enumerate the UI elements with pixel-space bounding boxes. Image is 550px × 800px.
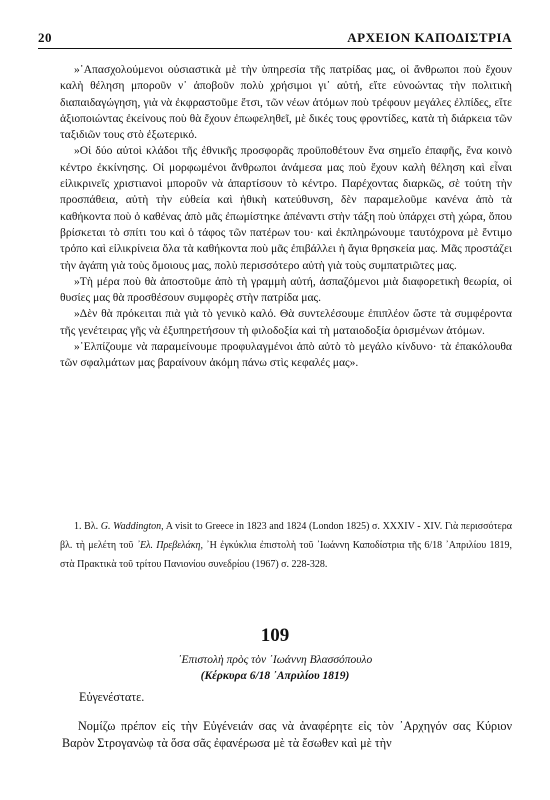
paragraph: »᾿Απασχολούμενοι οὐσιαστικὰ μὲ τὴν ὑπηρεσία τῆς πατρίδας μας, οἱ ἄνθρωποι ποὺ ἔχουν καλὴ θέληση μποροῦν ν᾿ ἀποβοῦν πολὺ χρήσιμοι γι᾿ αὐτή, εἴτε εὐνοώντας τὴν πολιτικὴ διαπαιδαγώγηση, γιὰ νὰ ἐκφραστοῦμε ἔτσι, τῶν νέων ἀτόμων ποὺ τρέφουν μεγάλες ἐλπίδες, εἴτε ἀξιοποιώντας ἐκείνους ποὺ θὰ ἔχουν ἐπωφεληθεῖ, μὲ δικές τους φροντίδες, κατὰ τὴ διάρκεια τῶν ταξιδιῶν τους στὸ ἐξωτερικό. xyxy=(60,63,512,142)
running-title: ΑΡΧΕΙΟΝ ΚΑΠΟΔΙΣΤΡΙΑ xyxy=(347,30,512,45)
salutation: Εὐγενέστατε. xyxy=(79,690,145,704)
paragraph: »Δὲν θὰ πρόκειται πιὰ γιὰ τὸ γενικὸ καλό. Θὰ συντελέσουμε ἐπιπλέον ὥστε τὰ συμφέροντα τῆς γενέτειρας γῆς νὰ ἐξυπηρετήσουν τὴ φιλοδοξία καὶ τὴ ματαιοδοξία ὁρισμένων ἀτόμων. xyxy=(60,307,512,337)
main-text xyxy=(60,62,512,372)
letter-opening: Νομίζω πρέπον εἰς τὴν Εὐγένειάν σας νὰ ἀναφέρητε εἰς τὸν ᾿Αρχηγόν σας Κύριον Βαρὸν Στρογανὼφ τὰ ὅσα σᾶς ἐφανέρωσα μὲ τὰ ἔσωθεν καὶ μὲ τὴν xyxy=(62,719,512,750)
document-number: 109 xyxy=(260,625,290,646)
footnote-author: G. Waddington, xyxy=(100,521,164,532)
page-number: 20 xyxy=(38,30,52,45)
paragraph: »Οἱ δύο αὐτοὶ κλάδοι τῆς ἐθνικῆς προσφορᾶς προϋποθέτουν ἕνα σημεῖο ἐπαφῆς, ἕνα κοινὸ κέντρο ἐκκίνησης. Οἱ μορφωμένοι ἄνθρωποι ἀνάμεσα μας ποὺ ἔχουν καλὴ θέληση καὶ εἶναι εἰλικρινεῖς χριστιανοὶ μποροῦν νὰ ἀπαρτίσουν τὸ κέντρο. Παρέχοντας διαρκῶς, σὲ τούτη τὴν προσπάθεια, αὐτὴ τὴν εὐθεία καὶ ἠθικὴ κατεύθυνση, δὲν παραμελοῦμε κανένα ἀπὸ τὰ καθήκοντα ποὺ ὁ καθένας ἀπὸ μᾶς ἐπωμίστηκε ἀπέναντι στὴν τάξη ποὺ ὑπάρχει στὴ χώρα, ὅπου βρίσκεται τὸ σπίτι του καὶ ὁ τάφος τῶν πατέρων του· καὶ ἐκπληρώνουμε ταυτόχρονα μὲ ἔντιμο τρόπο καὶ εἰλικρίνεια ὅλα τὰ καθήκοντα ποὺ μᾶς ἐπιβάλλει ἡ ἅγια θρησκεία μας. Μᾶς προστάζει τὴν ἀγάπη γιὰ τοὺς ὅμοιους μας, πολὺ περισσότερο αὐτὴ γιὰ τοὺς συμπατριῶτες μας. xyxy=(60,144,512,272)
footnote-author-2: ᾿Ελ. Πρεβελάκη, xyxy=(136,540,203,551)
footnote-text-2: ᾿Η ἐγκύκλια ἐπιστολὴ τοῦ ᾿Ιωάννη Καποδίστρια τῆς 6/18 ᾿Απριλίου 1819, στὰ Πρακτικὰ τοῦ τρίτου Πανιονίου συνεδρίου (1967) σ. 228-328. xyxy=(60,540,513,570)
footnote-text: A visit to Greece in 1823 and 1824 (London 1825) σ. XXXIV - XIV. Γιὰ περισσότερα βλ. τὴ μελέτη τοῦ xyxy=(60,521,512,551)
paragraph: »Τὴ μέρα ποὺ θὰ ἀποστοῦμε ἀπὸ τὴ γραμμὴ αὐτή, ἀσπαζόμενοι μιὰ διαφορετικὴ θεωρία, οἱ θυσίες μας θὰ προσθέσουν συμφορὲς στὴν πατρίδα μας. xyxy=(60,274,512,305)
document-place-date: (Κέρκυρα 6/18 ᾿Απριλίου 1819) xyxy=(200,670,350,682)
page-header xyxy=(38,28,512,49)
paragraph: »᾿Ελπίζουμε νὰ παραμείνουμε προφυλαγμένοι ἀπὸ αὐτὸ τὸ μεγάλο κίνδυνο· τὰ ἐπακόλουθα τῶν σφαλμάτων μας βαραίνουν ἀκόμη πάνω στὶς κεφαλές μας». xyxy=(60,340,512,370)
footnote xyxy=(60,517,512,574)
document-title: ᾿Επιστολὴ πρὸς τὸν ᾿Ιωάννη Βλασσόπουλο xyxy=(177,654,373,666)
footnote-marker: 1. Βλ. xyxy=(74,521,99,532)
